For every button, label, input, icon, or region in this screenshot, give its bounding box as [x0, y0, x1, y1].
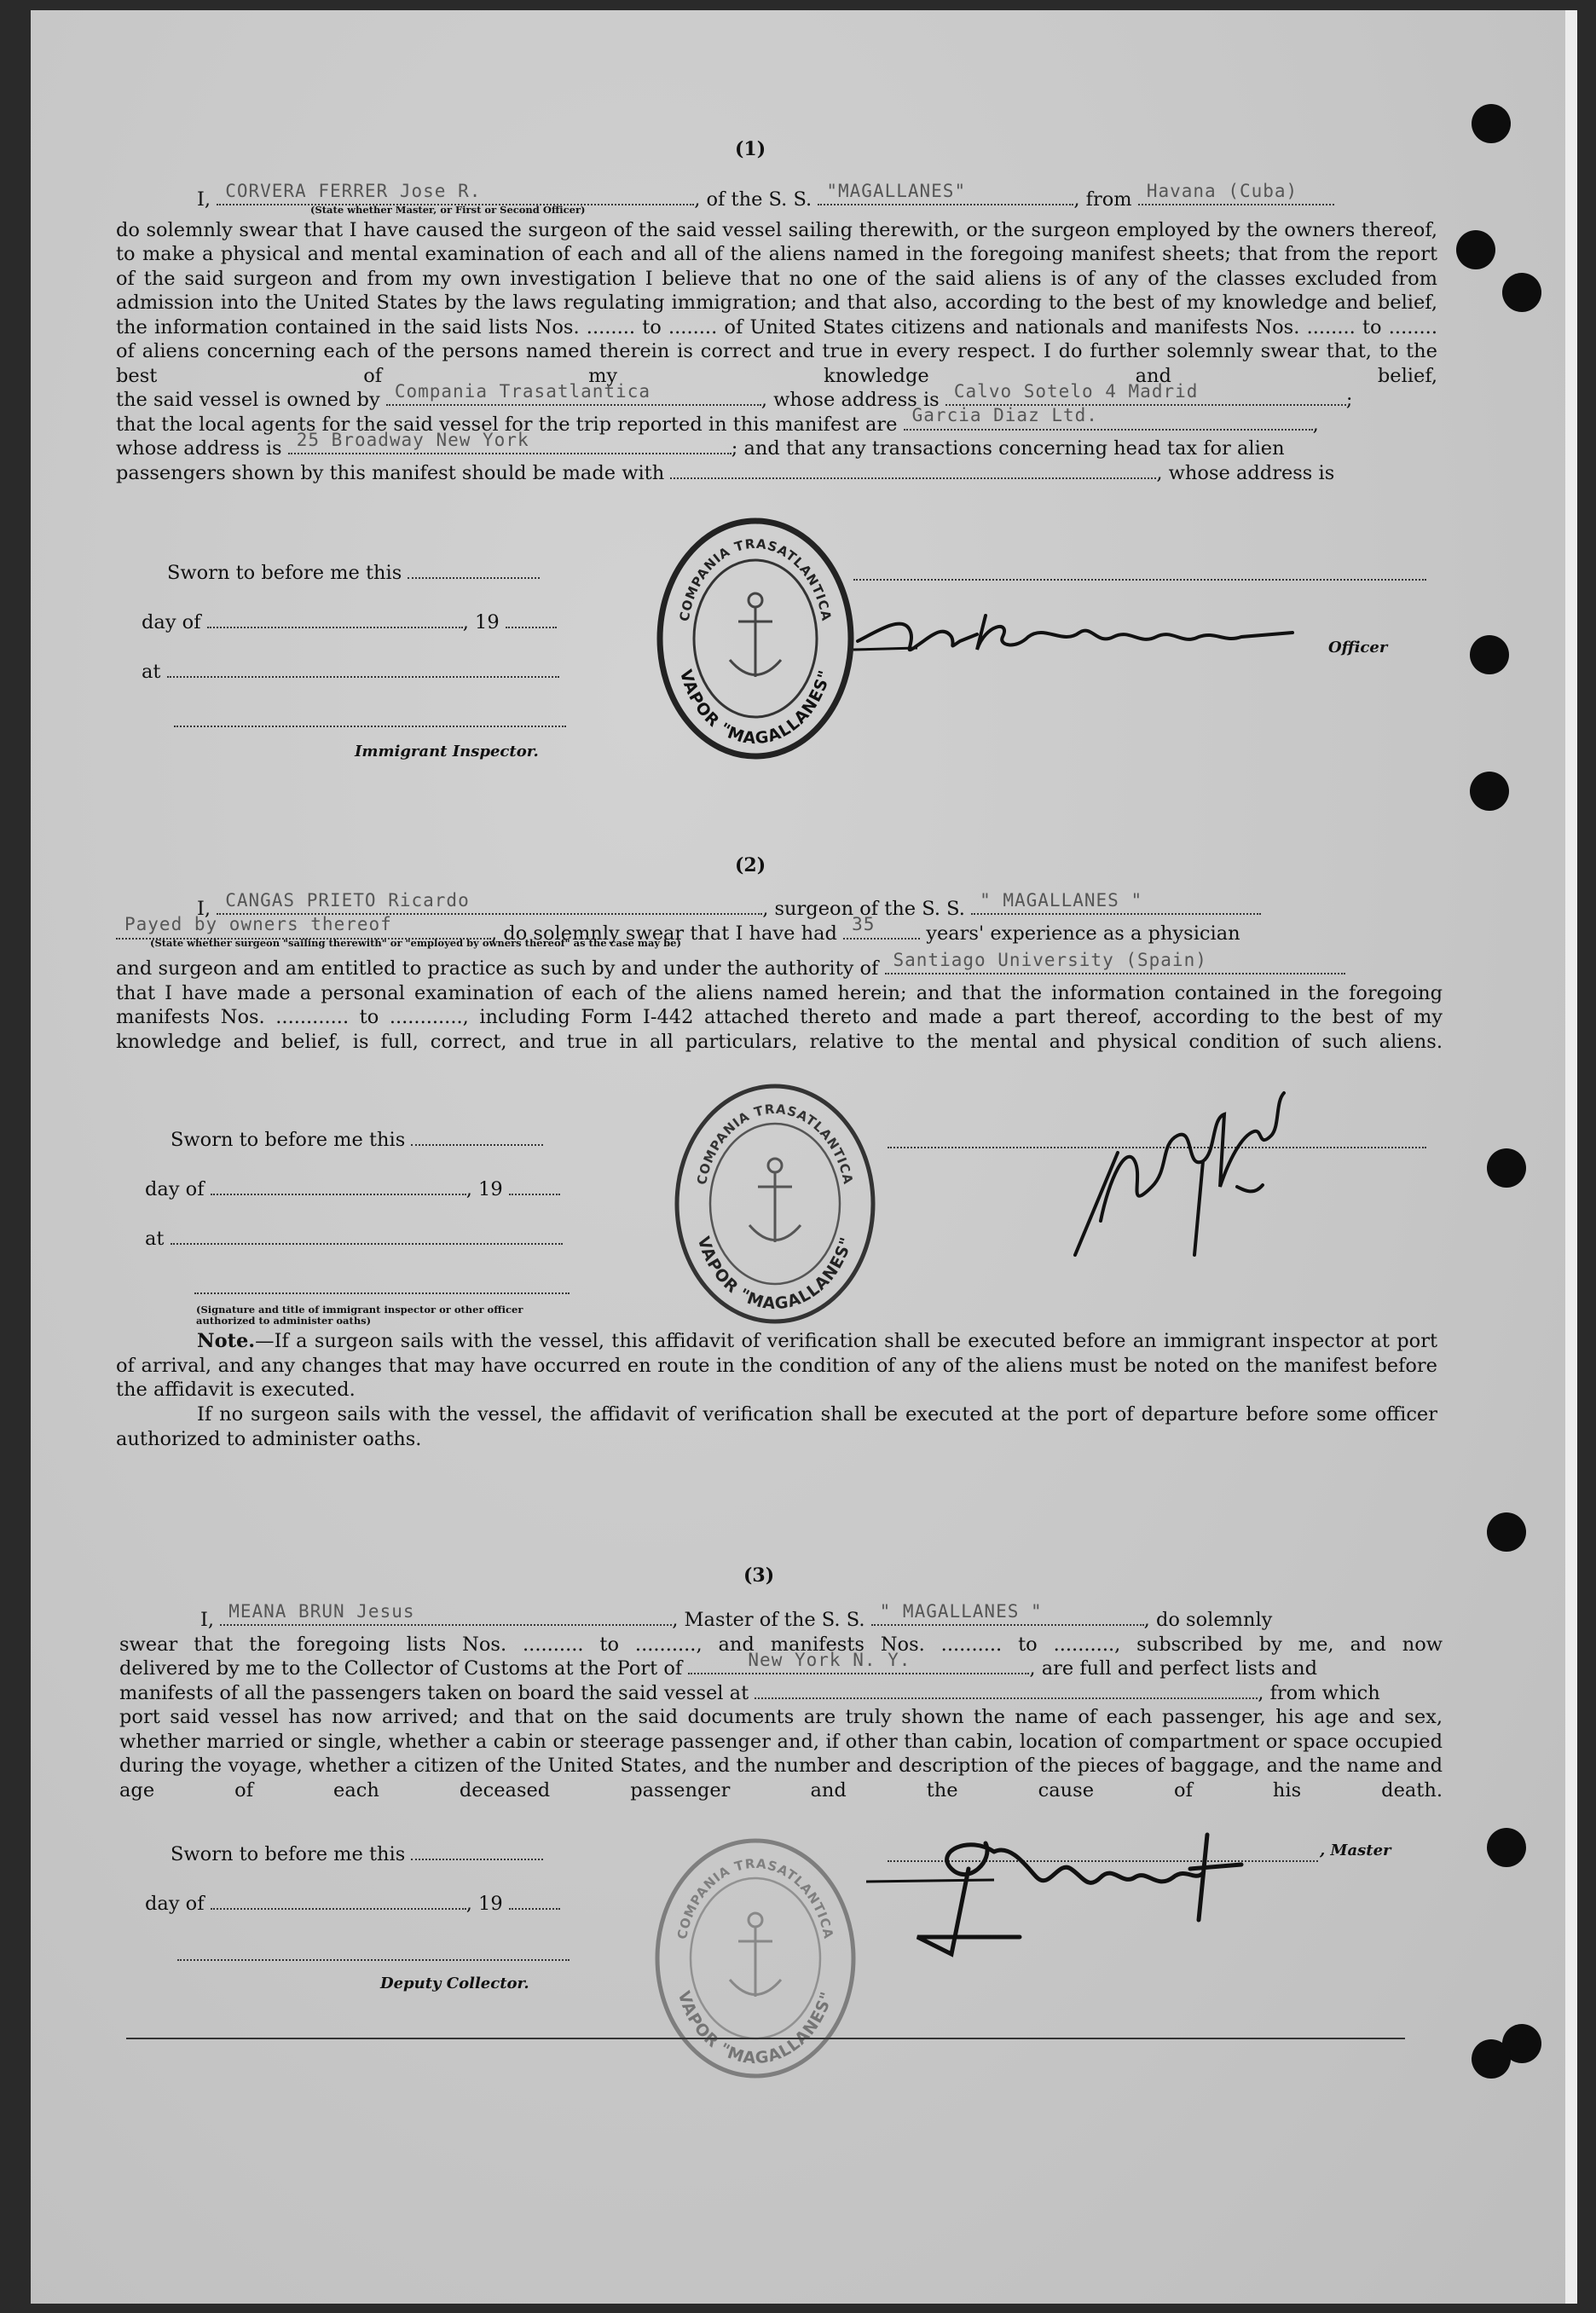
stamp-bottom-text: VAPOR "MAGALLANES": [675, 668, 836, 749]
day-of-label: day of: [145, 1178, 205, 1200]
master-label: , Master: [1320, 1842, 1391, 1859]
note-paragraph-2: [116, 1402, 1437, 1451]
punch-hole: [1487, 1828, 1526, 1867]
arrival-paragraph: port said vessel has now arrived; and that on the said documents are truly shown the name of each passenger, his age and sex, whether married or single, whether a cabin or steerage passenger and, if other than cabin, location of compartment or space occupied during the voyage, whether a citizen of the United States, and the number and description of the pieces of baggage, and the name and age of each deceased passenger and the cause of his death.: [119, 1706, 1443, 1801]
taken-field: [755, 1697, 1258, 1699]
punch-hole: [1472, 2039, 1511, 2079]
anchor-icon: [730, 1913, 781, 1997]
punch-hole: [1470, 635, 1509, 674]
state-note: (State whether surgeon "sailing therewith" or "employed by owners thereof" as the case may be): [150, 937, 681, 949]
agent-address-label: whose address is: [116, 437, 282, 460]
port-field: [688, 1649, 1029, 1674]
officer-label: Officer: [1328, 639, 1388, 656]
section-number: (3): [743, 1564, 775, 1587]
port-value: New York N. Y.: [748, 1649, 911, 1670]
agents-value: Garcia Diaz Ltd.: [911, 405, 1098, 425]
taken-suffix: , from which: [1258, 1681, 1380, 1704]
port-suffix: , are full and perfect lists and: [1029, 1657, 1318, 1680]
officer-name-value: CORVERA FERRER Jose R.: [225, 180, 482, 201]
owner-address-value: Calvo Sotelo 4 Madrid: [953, 380, 1199, 402]
employed-value: Payed by owners thereof: [124, 914, 392, 934]
day-of-label: day of: [142, 611, 201, 633]
ship-name-field: [871, 1600, 1144, 1626]
sworn-block-2: [145, 1127, 570, 1327]
owner-value: Compania Trasatlantica: [394, 380, 651, 402]
stamp-bottom-text: VAPOR "MAGALLANES": [693, 1234, 857, 1314]
company-stamp: [653, 515, 858, 762]
company-stamp: [649, 1835, 862, 2082]
pronoun-label: I,: [197, 898, 211, 920]
head-tax-field: [670, 477, 1156, 479]
surgeon-name-value: CANGAS PRIETO Ricardo: [225, 889, 470, 911]
master-of-label: , Master of the S. S.: [672, 1609, 865, 1631]
day-of-label: day of: [145, 1893, 205, 1915]
collector-label: Deputy Collector.: [380, 1975, 529, 1992]
punch-hole: [1472, 104, 1511, 143]
owned-label: the said vessel is owned by: [116, 389, 380, 411]
of-ship-label: , of the S. S.: [694, 188, 812, 211]
years-field: [843, 914, 920, 940]
master-line: [119, 1600, 1443, 1633]
agent-address-value: 25 Broadway New York: [296, 429, 529, 450]
port-line: [119, 1649, 1443, 1681]
agents-label: that the local agents for the said vessel for the trip reported in this manifest are: [116, 413, 898, 436]
section-number: (1): [735, 138, 766, 160]
state-note: (State whether Master, or First or Second Officer): [310, 203, 586, 216]
owner-address-label: , whose address is: [760, 389, 940, 411]
pronoun-label: I,: [197, 188, 211, 211]
year-label: , 19: [462, 611, 500, 633]
inspector-label: Immigrant Inspector.: [355, 743, 539, 760]
note-label: Note.: [197, 1330, 256, 1352]
head-tax-with-label: passengers shown by this manifest should be made with: [116, 461, 665, 484]
ship-name-value: " MAGALLANES ": [980, 889, 1143, 911]
section-3: [119, 1600, 1443, 1802]
year-label: , 19: [466, 1178, 503, 1200]
from-port-value: Havana (Cuba): [1146, 180, 1298, 201]
sworn-block-1: [142, 560, 566, 760]
year-label: , 19: [466, 1893, 503, 1915]
taken-label: manifests of all the passengers taken on board the said vessel at: [119, 1681, 749, 1704]
pronoun-label: I,: [200, 1609, 215, 1631]
stamp-top-text: COMPANIA TRASATLANTICA: [676, 535, 835, 623]
anchor-icon: [730, 593, 781, 677]
section-1: [116, 180, 1437, 485]
experience-label: years' experience as a physician: [926, 922, 1240, 945]
note-text: —If a surgeon sails with the vessel, this affidavit of verification shall be executed before an immigrant inspector at port of arrival, and any changes that may have occurred en route in the condition of any of the aliens must be noted on the manifest before the affidavit is executed.: [116, 1330, 1437, 1401]
master-name-field: [220, 1600, 672, 1626]
employed-field: [116, 914, 491, 940]
oath-paragraph: do solemnly swear that I have caused the surgeon of the said vessel sailing therewith, or the surgeon employed by the owners thereof, to make a physical and mental examination of each and all of the aliens named in the foregoing manifest sheets; that from the report of the said surgeon and from my own investigation I believe that no one of the said aliens is of any of the classes excluded from admission into the United States by the laws regulating immigration; and that also, according to the best of my knowledge and belief, the information contained in the said lists Nos. ........ to ........ of United States citizens and nationals and manifests Nos. ........ to ........ of aliens concerning each of the persons named therein is correct and true in every respect. I do further solemnly swear that, to the best of my knowledge and belief,: [116, 218, 1437, 387]
at-label: at: [142, 661, 161, 683]
sworn-block-3: [145, 1842, 570, 1992]
head-tax-label: ; and that any transactions concerning head tax for alien: [731, 437, 1285, 460]
anchor-icon: [749, 1159, 801, 1242]
master-signature: [866, 1818, 1327, 1971]
stamp-top-text: COMPANIA TRASATLANTICA: [674, 1855, 837, 1941]
bottom-rule: [126, 2038, 1405, 2039]
sworn-label: Sworn to before me this: [171, 1129, 406, 1151]
employed-line: [116, 914, 1443, 946]
lists-line: swear that the foregoing lists Nos. .......... to .........., and manifests Nos. .......... to .........., subscribed by me, and now: [119, 1633, 1443, 1656]
years-value: 35: [852, 914, 876, 934]
port-label: delivered by me to the Collector of Customs at the Port of: [119, 1657, 683, 1680]
officer-signature: [849, 598, 1361, 675]
master-name-value: MEANA BRUN Jesus: [228, 1600, 415, 1622]
authority-field: [885, 949, 1345, 974]
examination-paragraph: that I have made a personal examination of each of the aliens named herein; and that the information contained in the foregoing manifests Nos. ............ to ............, including Form I-442 attached thereto and made a part thereof, according to the best of my knowledge and belief, is full, correct, and true in all particulars, relative to the mental and physical condition of such aliens.: [116, 981, 1443, 1053]
punch-hole: [1470, 772, 1509, 811]
solemnly-label: , do solemnly: [1143, 1609, 1273, 1631]
sworn-label: Sworn to before me this: [171, 1843, 406, 1865]
from-label: , from: [1073, 188, 1132, 211]
solemnly-label: , do solemnly swear that I have had: [491, 922, 837, 945]
company-stamp: [668, 1080, 882, 1327]
officer-name-field: [217, 180, 694, 205]
note-paragraph: [116, 1329, 1437, 1402]
agent-address-field: [288, 429, 732, 454]
agents-field: [904, 405, 1313, 431]
ship-name-field: [818, 180, 1073, 205]
agents-line: that the local agents for the said vessel for the trip reported in this manifest are Garcia Diaz Ltd. ,: [116, 405, 1319, 436]
stamp-bottom-text: VAPOR "MAGALLANES": [674, 1988, 837, 2068]
surgeon-of-label: , surgeon of the S. S.: [762, 898, 965, 920]
head-tax-line: [116, 461, 1437, 486]
owner-line: the said vessel is owned by Compania Trasatlantica , whose address is Calvo Sotelo 4 Madrid ;: [116, 380, 1353, 411]
at-label: at: [145, 1228, 165, 1250]
surgeon-signature: [1067, 1084, 1305, 1272]
authority-label: and surgeon and am entitled to practice as such by and under the authority of: [116, 957, 879, 980]
authority-value: Santiago University (Spain): [893, 949, 1207, 970]
ship-name-value: "MAGALLANES": [826, 180, 967, 201]
punch-hole: [1456, 230, 1495, 269]
sworn-label: Sworn to before me this: [167, 562, 402, 584]
manifest-affidavit-page: [31, 10, 1577, 2304]
punch-hole: [1487, 1148, 1526, 1188]
sig-note: (Signature and title of immigrant inspector or other officer authorized to administer oaths): [196, 1304, 523, 1327]
section-2: [116, 889, 1443, 1054]
stamp-top-text: COMPANIA TRASATLANTICA: [693, 1101, 857, 1187]
ship-name-value: " MAGALLANES ": [879, 1600, 1043, 1622]
head-tax-address-label: , whose address is: [1156, 461, 1335, 484]
officer-line: [116, 180, 1437, 212]
punch-hole: [1502, 273, 1541, 312]
agent-address-line: [116, 429, 1437, 461]
owner-field: [386, 380, 761, 406]
authority-line: [116, 949, 1443, 981]
taken-line: [119, 1681, 1443, 1706]
ship-name-field: [971, 889, 1261, 915]
note-text-2: If no surgeon sails with the vessel, the affidavit of verification shall be executed at the port of departure before some officer authorized to administer oaths.: [116, 1403, 1437, 1450]
section-number: (2): [735, 854, 766, 876]
from-port-field: [1138, 180, 1334, 205]
officer-dotted-line: [853, 579, 1426, 581]
punch-hole: [1487, 1512, 1526, 1552]
